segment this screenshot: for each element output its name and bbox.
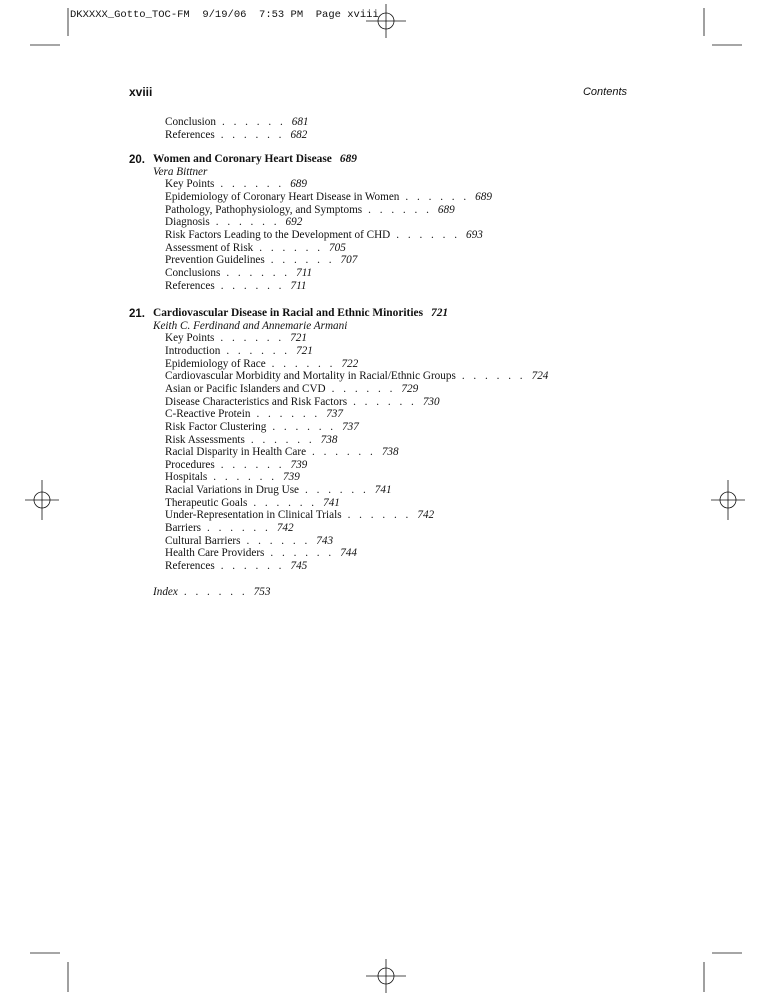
dot-leader: . . . . . . — [256, 408, 321, 421]
page-number: 705 — [329, 241, 346, 254]
page-number: 689 — [290, 178, 307, 191]
toc-entry: Prevention Guidelines — [165, 254, 265, 267]
page-number: 753 — [253, 586, 271, 598]
page-number: 692 — [285, 216, 303, 229]
toc-entry-row — [165, 280, 306, 293]
printer-slug-line: DKXXXX_Gotto_TOC-FM 9/19/06 7:53 PM Page xviii — [70, 9, 379, 21]
page-number: 721 — [290, 332, 307, 345]
chapter-number: 20. — [129, 154, 145, 166]
toc-entry: C-Reactive Protein — [165, 408, 251, 421]
dot-leader: . . . . . . — [312, 446, 376, 459]
toc-entry: Procedures — [165, 458, 215, 471]
dot-leader: . . . . . . — [270, 547, 335, 560]
dot-leader: . . . . . . — [221, 116, 286, 128]
toc-entry: Disease Characteristics and Risk Factors — [165, 395, 348, 408]
toc-entry: References — [165, 279, 215, 292]
chapter-number: 21. — [129, 308, 145, 320]
page-number: 737 — [342, 420, 359, 433]
toc-entry: Epidemiology of Race — [165, 357, 266, 370]
toc-entry: Racial Variations in Drug Use — [165, 484, 300, 497]
toc-entry-row — [165, 370, 548, 383]
registration-mark-left — [25, 480, 59, 520]
toc-entry: Epidemiology of Coronary Heart Disease in Women — [165, 190, 400, 203]
toc-entry-row — [165, 421, 359, 434]
chapter-author: Vera Bittner — [153, 165, 208, 178]
page-number: 711 — [290, 279, 307, 292]
toc-entry-row — [165, 204, 455, 217]
toc-entry-row — [165, 471, 300, 484]
toc-entry: Assessment of Risk — [165, 241, 254, 254]
toc-entry-row — [165, 178, 307, 191]
registration-mark-right — [711, 480, 745, 520]
page-number: 738 — [320, 433, 338, 446]
dot-leader: . . . . . . — [331, 382, 396, 395]
page-number: 741 — [323, 496, 340, 509]
page-number: 724 — [531, 370, 549, 383]
toc-entry: Conclusions — [165, 266, 221, 279]
dot-leader: . . . . . . — [246, 534, 311, 547]
dot-leader: . . . . . . — [220, 560, 285, 572]
toc-entry: Diagnosis — [165, 216, 210, 229]
dot-leader: . . . . . . — [207, 522, 271, 535]
dot-leader: . . . . . . — [259, 241, 324, 254]
page-number: 739 — [283, 471, 300, 484]
dot-leader: . . . . . . — [226, 266, 291, 279]
dot-leader: . . . . . . — [250, 433, 315, 446]
page-number: 693 — [466, 228, 483, 241]
page-number: 738 — [381, 446, 399, 459]
page-number: 743 — [316, 534, 334, 547]
page-number: 737 — [326, 408, 343, 421]
toc-entry-row — [165, 446, 399, 459]
registration-mark-bottom — [366, 959, 406, 993]
dot-leader: . . . . . . — [368, 203, 432, 216]
index-entry: Index — [153, 586, 178, 598]
toc-entry: Hospitals — [165, 471, 208, 484]
toc-entry: References — [165, 560, 215, 572]
toc-entry: Health Care Providers — [165, 547, 265, 560]
toc-entry: Under-Representation in Clinical Trials — [165, 509, 342, 522]
dot-leader: . . . . . . — [353, 395, 417, 408]
toc-entry-row — [165, 191, 492, 204]
page-number: 744 — [340, 547, 357, 560]
dot-leader: . . . . . . — [347, 509, 412, 522]
toc-entry: Racial Disparity in Health Care — [165, 446, 307, 459]
dot-leader: . . . . . . — [220, 128, 285, 141]
toc-entry-row — [165, 383, 418, 396]
page-number: 722 — [341, 357, 359, 370]
toc-entry: Conclusion — [165, 116, 216, 128]
toc-entry: Cultural Barriers — [165, 534, 241, 547]
page-number: 745 — [290, 560, 308, 572]
dot-leader: . . . . . . — [220, 279, 285, 292]
toc-entry-row — [165, 459, 307, 472]
toc-entry: Risk Factor Clustering — [165, 420, 267, 433]
toc-entry-row — [165, 547, 357, 560]
toc-entry: Risk Factors Leading to the Development of CHD — [165, 228, 391, 241]
page-number: 742 — [276, 522, 294, 535]
toc-entry: Pathology, Pathophysiology, and Symptoms — [165, 203, 363, 216]
toc-entry: Asian or Pacific Islanders and CVD — [165, 382, 326, 395]
page-number: 721 — [296, 344, 313, 357]
page-number: 707 — [340, 254, 358, 267]
toc-entry-row — [165, 396, 440, 409]
page-number: 730 — [422, 395, 440, 408]
page-number: 739 — [290, 458, 308, 471]
toc-entry-row — [165, 509, 434, 522]
toc-entry-row — [165, 332, 307, 345]
chapter-title: Cardiovascular Disease in Racial and Ethnic Minorities — [153, 307, 424, 319]
dot-leader: . . . . . . — [220, 332, 285, 345]
toc-entry-row — [165, 116, 309, 129]
dot-leader: . . . . . . — [270, 254, 335, 267]
page-number: 729 — [401, 382, 419, 395]
toc-entry-row — [165, 345, 313, 358]
dot-leader: . . . . . . — [183, 586, 248, 598]
toc-entry-row — [165, 242, 346, 255]
toc-entry-row — [165, 229, 483, 242]
toc-entry-row — [165, 408, 343, 421]
page-number: 681 — [291, 116, 309, 128]
dot-leader: . . . . . . — [220, 178, 285, 191]
toc-entry: Key Points — [165, 332, 215, 345]
toc-entry: Introduction — [165, 344, 221, 357]
toc-entry: Key Points — [165, 178, 215, 191]
dot-leader: . . . . . . — [226, 344, 291, 357]
dot-leader: . . . . . . — [396, 228, 461, 241]
toc-entry-row — [165, 484, 392, 497]
chapter-page-number: 689 — [339, 153, 357, 165]
dot-leader: . . . . . . — [215, 216, 280, 229]
dot-leader: . . . . . . — [405, 190, 470, 203]
toc-entry-row — [165, 216, 302, 229]
toc-entry-row — [165, 497, 340, 510]
toc-entry: Barriers — [165, 522, 202, 535]
page-number: 689 — [437, 203, 455, 216]
toc-entry-row — [165, 254, 357, 267]
chapter-title-row — [153, 153, 357, 165]
dot-leader: . . . . . . — [272, 420, 337, 433]
page-number: 682 — [290, 128, 308, 141]
dot-leader: . . . . . . — [305, 484, 369, 497]
index-entry-row — [153, 586, 270, 599]
dot-leader: . . . . . . — [461, 370, 526, 383]
page-number: 711 — [296, 266, 313, 279]
page-number: 689 — [475, 190, 492, 203]
toc-entry-row — [165, 535, 333, 548]
toc-entry: References — [165, 128, 215, 141]
toc-entry: Cardiovascular Morbidity and Mortality in Racial/Ethnic Groups — [165, 370, 456, 383]
dot-leader: . . . . . . — [220, 458, 285, 471]
toc-entry-row — [165, 560, 307, 573]
toc-entry-row — [165, 358, 358, 371]
page-number: 741 — [374, 484, 392, 497]
page-number: 742 — [417, 509, 435, 522]
registration-mark-top — [366, 4, 406, 38]
running-title: Contents — [582, 86, 627, 98]
page-folio: xviii — [129, 85, 153, 99]
chapter-title: Women and Coronary Heart Disease — [153, 153, 332, 165]
toc-entry: Therapeutic Goals — [165, 496, 248, 509]
chapter-title-row — [153, 307, 448, 319]
toc-entry-row — [165, 434, 337, 447]
toc-entry-row — [165, 267, 312, 280]
chapter-page-number: 721 — [431, 307, 449, 319]
dot-leader: . . . . . . — [253, 496, 318, 509]
toc-entry: Risk Assessments — [165, 433, 245, 446]
chapter-author: Keith C. Ferdinand and Annemarie Armani — [153, 319, 348, 332]
dot-leader: . . . . . . — [213, 471, 278, 484]
toc-entry-row — [165, 522, 294, 535]
dot-leader: . . . . . . — [271, 357, 336, 370]
toc-entry-row — [165, 129, 307, 142]
